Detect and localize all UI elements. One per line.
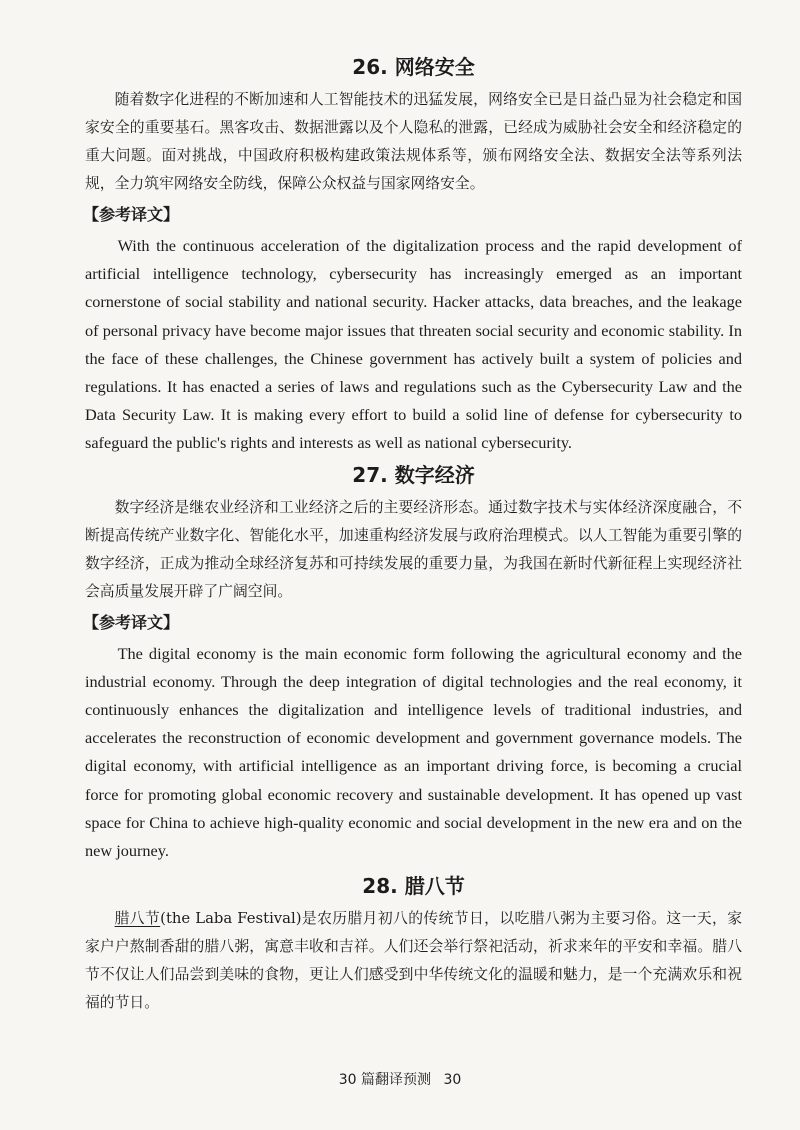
section-26-english-translation: With the continuous acceleration of the digitalization process and the rapid development of artificial intelligence technology, cybersecurity has increasingly emerged as an important cornerstone of social stability and national security. Hacker attacks, data breaches, and the leakage of personal privacy have become major issues that threaten social security and economic stability. In the face of these challenges, the Chinese government has actively built a system of policies and regulations. It has enacted a series of laws and regulations such as the Cybersecurity Law and the Data Security Law. It is making every effort to build a solid line of defense for cybersecurity to safeguard the public's rights and interests as well as national cybersecurity. [85,236,742,453]
laba-festival-term: 腊八节 [114,910,161,928]
section-title-26: 26. 网络安全 [352,55,475,79]
section-27-reference-label: 【参考译文】 [83,612,180,632]
section-27-english-translation: The digital economy is the main economic form following the agricultural economy and the industrial economy. Through the deep integration of digital technologies and the real economy, it continuously enhances the digitalization and intelligence levels of traditional industries, and accelerates the reconstruction of economic development and government governance models. The digital economy, with artificial intelligence as an important driving force, is becoming a crucial force for promoting global economic recovery and sustainable development. It has opened up vast space for China to achieve high-quality economic and social development in the new era and on the new journey. [85,643,742,861]
section-27-chinese-text: 数字经济是继农业经济和工业经济之后的主要经济形态。通过数字技术与实体经济深度融合，不断提高传统产业数字化、智能化水平，加速重构经济发展与政府治理模式。以人工智能为重要引擎的数字经济，正成为推动全球经济复苏和可持续发展的重要力量，为我国在新时代新征程上实现经济社会高质量发展开辟了广阔空间。 [85,498,742,600]
section-26-chinese-text: 随着数字化进程的不断加速和人工智能技术的迅猛发展，网络安全已是日益凸显为社会稳定和国家安全的重要基石。黑客攻击、数据泄露以及个人隐私的泄露，已经成为威胁社会安全和经济稳定的重大问题。面对挑战，中国政府积极构建政策法规体系等，颁布网络安全法、数据安全法等系列法规，全力筑牢网络安全防线，保障公众权益与国家网络安全。 [85,91,742,192]
footer-page-number: 30 [443,1072,462,1088]
section-28-chinese-text [85,905,742,1017]
section-28-body: (the Laba Festival)是农历腊月初八的传统节日，以吃腊八粥为主要习俗。这一天，家家户户熬制香甜的腊八粥，寓意丰收和吉祥。人们还会举行祭祀活动，祈求来年的平安和幸福。腊八节不仅让人们品尝到美味的食物，更让人们感受到中华传统文化的温暖和魅力，是一个充满欢乐和祝福的节日。 [85,910,742,1012]
page-footer [0,1069,800,1089]
section-title-28: 28. 腊八节 [362,874,465,899]
document-page [85,52,742,1017]
footer-book-title: 30 篇翻译预测 [338,1072,431,1088]
section-title-27: 27. 数字经济 [352,462,475,487]
section-26-reference-label: 【参考译文】 [83,205,180,224]
